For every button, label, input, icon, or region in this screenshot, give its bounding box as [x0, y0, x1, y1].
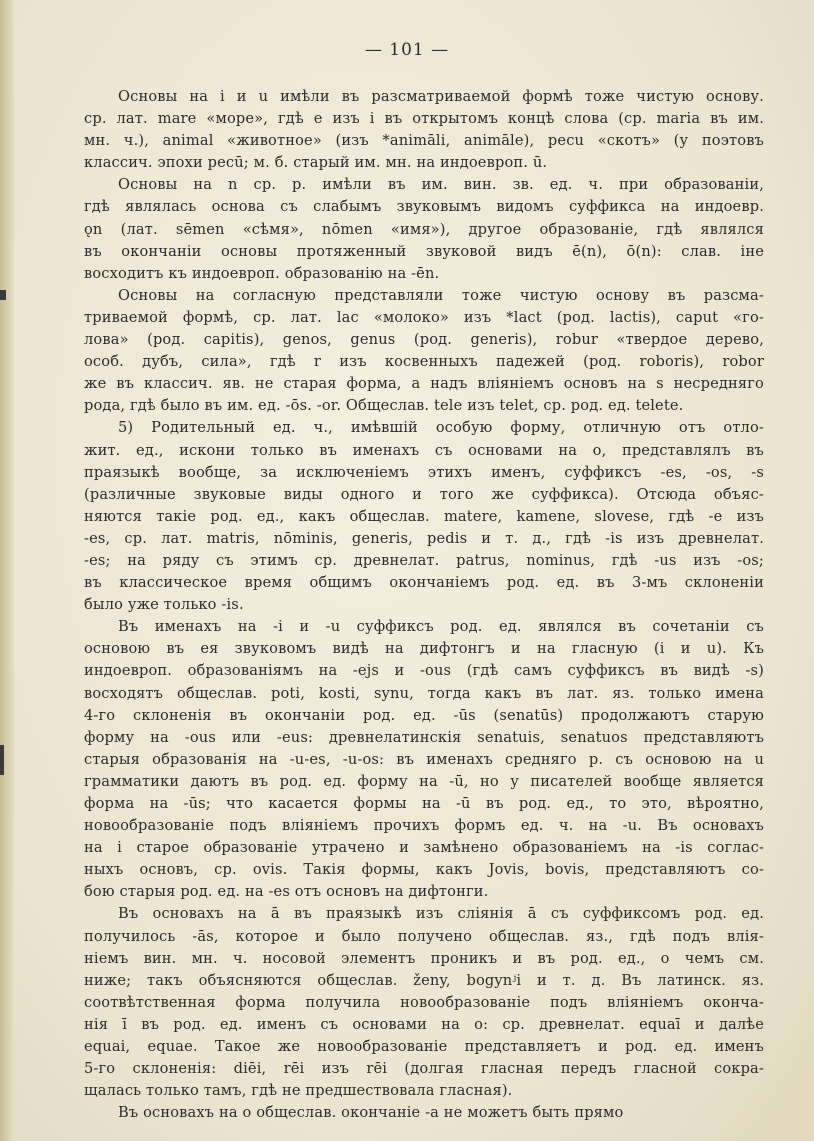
ink-mark	[0, 745, 4, 775]
text-line: въ классическое время общимъ окончаніемъ род. ед. въ 3-мъ склоненіи	[84, 574, 764, 592]
text-line: Основы на i и u имѣли въ разсматриваемой формѣ тоже чистую основу.	[118, 88, 764, 105]
text-line: Основы на n ср. р. имѣли въ им. вин. зв. ед. ч. при образованіи,	[118, 176, 764, 194]
text-line: праязыкѣ вообще, за исключеніемъ этихъ именъ, суффиксъ -es, -os, -s	[84, 463, 764, 481]
text-line: индоевроп. образованіямъ на -ejs и -ous (гдѣ самъ суффиксъ въ видѣ -s)	[84, 662, 764, 680]
text-line: форму на -ous или -eus: древнелатинскія senatuis, senatuos представляютъ	[84, 728, 764, 746]
text-line: Въ основахъ на ā въ праязыкѣ изъ сліянія ā съ суффиксомъ род. ед.	[118, 905, 764, 923]
body-text	[84, 86, 764, 1124]
text-line: классич. эпохи pecū; м. б. старый им. мн. на индоевроп. ū.	[84, 154, 548, 172]
page-gutter	[0, 0, 14, 1141]
text-line: ниже; такъ объясняются общеслав. ženy, bogynʲi и т. д. Въ латинск. яз.	[84, 971, 764, 989]
text-line: же въ классич. яв. не старая форма, а надъ вліяніемъ основъ на s несредняго	[84, 375, 764, 393]
text-line: (различные звуковые виды одного и того же суффикса). Отсюда объяс-	[84, 485, 764, 503]
text-line: старыя образованія на -u-es, -u-os: въ именахъ средняго р. съ основою на u	[84, 750, 764, 768]
text-line: 4-го склоненія въ окончаніи род. ед. -ūs (senatūs) продолжаютъ старую	[84, 706, 764, 724]
text-line: жит. ед., искони только въ именахъ съ основами на o, представлялъ въ	[84, 441, 764, 459]
text-line: лова» (род. capitis), genos, genus (род. generis), robur «твердое дерево,	[84, 331, 764, 349]
text-line: гдѣ являлась основа съ слабымъ звуковымъ видомъ суффикса на индоевр.	[84, 198, 764, 216]
text-line: Въ основахъ на o общеслав. окончаніе -a не можетъ быть прямо	[118, 1104, 624, 1122]
text-line: ныхъ основъ, ср. ovis. Такія формы, какъ Jovis, bovis, представляютъ со-	[84, 861, 764, 879]
text-line: 5-го склоненія: diēi, rēi изъ rēi (долгая гласная передъ гласной сокра-	[84, 1060, 764, 1078]
text-line: ǫn (лат. sēmen «сѣмя», nōmen «имя»), другое образованіе, гдѣ являлся	[84, 220, 764, 238]
text-line: новообразованіе подъ вліяніемъ прочихъ формъ ед. ч. на -u. Въ основахъ	[84, 817, 764, 835]
text-line: триваемой формѣ, ср. лат. lac «молоко» изъ *lact (род. lactis), caput «го-	[84, 308, 764, 326]
text-line: -es, ср. лат. matris, nōminis, generis, pedis и т. д., гдѣ -is изъ древнелат.	[84, 529, 764, 547]
text-line: ніемъ вин. мн. ч. носовой элементъ проникъ и въ род. ед., о чемъ см.	[84, 949, 764, 967]
text-line: equai, equae. Такое же новообразованіе представляетъ и род. ед. именъ	[84, 1038, 764, 1056]
text-line: нія ī въ род. ед. именъ съ основами на o: ср. древнелат. equaī и далѣе	[84, 1015, 764, 1033]
text-line: основою въ ея звуковомъ видѣ на дифтонгъ и на гласную (i и u). Къ	[84, 640, 764, 658]
text-line: соотвѣтственная форма получила новообразованіе подъ вліяніемъ оконча-	[84, 993, 764, 1011]
text-line: восходятъ общеслав. poti, kosti, synu, тогда какъ въ лат. яз. только имена	[84, 684, 764, 702]
text-line: Въ именахъ на -i и -u суффиксъ род. ед. являлся въ сочетаніи съ	[118, 618, 764, 636]
text-line: въ окончаніи основы протяженный звуковой видъ ē(n), ō(n): слав. іне	[84, 242, 764, 260]
text-line: на i старое образованіе утрачено и замѣнено образованіемъ на -is соглас-	[84, 839, 764, 857]
text-line: было уже только -is.	[84, 596, 244, 614]
text-line: грамматики даютъ въ род. ед. форму на -ū, но у писателей вообще является	[84, 772, 764, 790]
text-line: рода, гдѣ было въ им. ед. -ōs. -or. Общеслав. tele изъ telet, ср. род. ед. telete.	[84, 397, 684, 415]
text-line: форма на -ūs; что касается формы на -ū въ род. ед., то это, вѣроятно,	[84, 795, 764, 812]
page-number: — 101 —	[364, 40, 450, 60]
text-line: Основы на согласную представляли тоже чистую основу въ разсма-	[118, 286, 764, 304]
text-line: мн. ч.), animal «животное» (изъ *animāli, animāle), peсu «скотъ» (у поэтовъ	[84, 132, 764, 150]
text-line: особ. дубъ, сила», гдѣ r изъ косвенныхъ падежей (род. roboris), robor	[84, 353, 764, 371]
text-line: бою старыя род. ед. на -es отъ основъ на дифтонги.	[84, 883, 489, 901]
text-line: восходитъ къ индоевроп. образованію на -ēn.	[84, 264, 440, 282]
text-line: няются такіе род. ед., какъ общеслав. matere, kamene, slovese, гдѣ -e изъ	[84, 507, 764, 525]
text-line: -es; на ряду съ этимъ ср. древнелат. patrus, nominus, гдѣ -us изъ -os;	[84, 551, 764, 569]
text-line: ср. лат. mare «море», гдѣ e изъ i въ открытомъ концѣ слова (ср. maria въ им.	[84, 110, 764, 128]
text-line: 5) Родительный ед. ч., имѣвшій особую форму, отличную отъ отло-	[118, 419, 764, 437]
text-line: щалась только тамъ, гдѣ не предшествовала гласная).	[84, 1082, 513, 1100]
ink-mark	[0, 290, 6, 300]
text-line: получилось -ās, которое и было получено общеслав. яз., гдѣ подъ влія-	[84, 927, 764, 945]
